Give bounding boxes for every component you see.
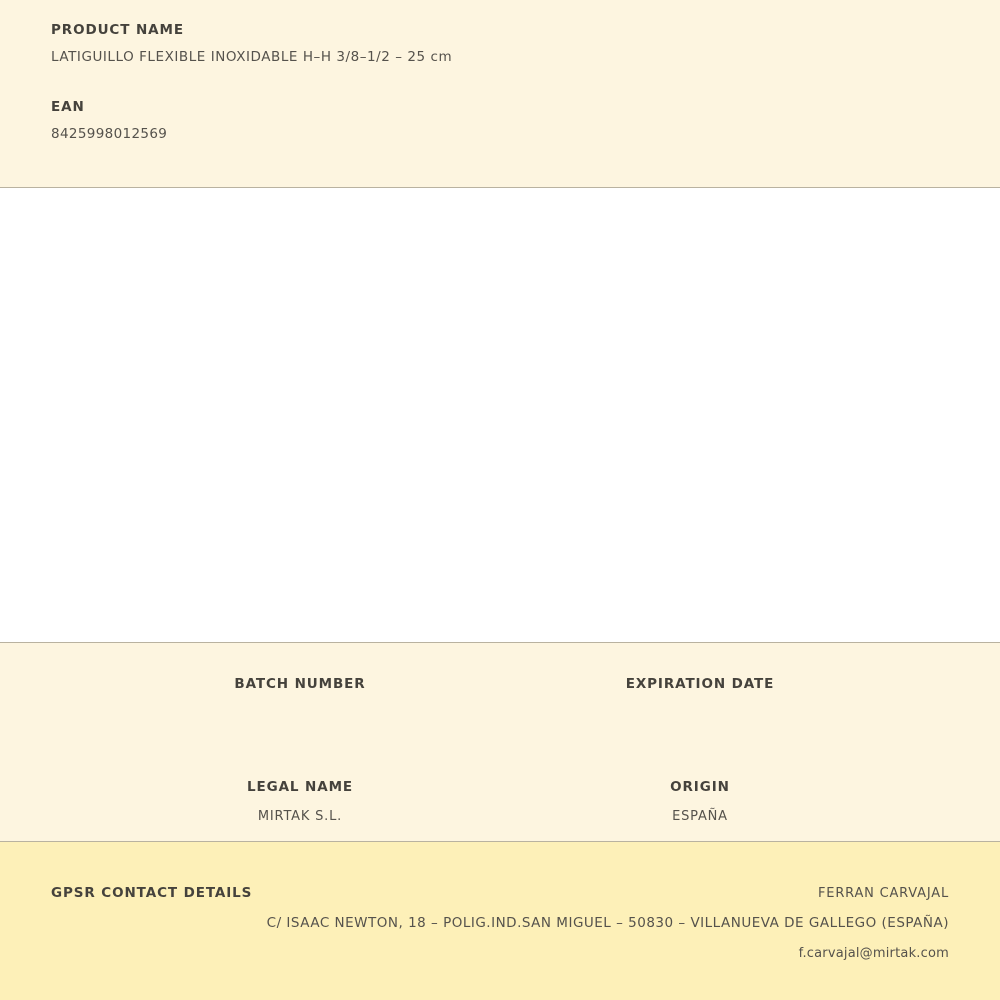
- ean-value: 8425998012569: [51, 126, 168, 142]
- product-details-section: [0, 643, 1000, 842]
- gpsr-contact-title: GPSR CONTACT DETAILS: [51, 885, 253, 901]
- ean-field: [0, 99, 1000, 142]
- ean-label: EAN: [51, 99, 85, 115]
- expiration-date-label: EXPIRATION DATE: [625, 676, 775, 692]
- expiration-date-field: [500, 676, 900, 722]
- legal-name-label: LEGAL NAME: [246, 779, 354, 795]
- legal-name-value: MIRTAK S.L.: [257, 809, 343, 824]
- gpsr-contact-section: [0, 842, 1000, 1000]
- gpsr-contact-email[interactable]: f.carvajal@mirtak.com: [798, 946, 949, 961]
- gpsr-contact-address: C/ ISAAC NEWTON, 18 – POLIG.IND.SAN MIGUEL – 50830 – VILLANUEVA DE GALLEGO (ESPAÑA): [266, 915, 949, 931]
- expiration-date-value: [500, 706, 900, 722]
- batch-number-value: [100, 706, 500, 722]
- batch-expiration-row: [0, 643, 1000, 722]
- origin-label: ORIGIN: [670, 779, 730, 795]
- legal-name-field: [100, 779, 500, 825]
- batch-number-label: BATCH NUMBER: [234, 676, 366, 692]
- gpsr-contact-name: FERRAN CARVAJAL: [818, 886, 949, 901]
- product-name-label: PRODUCT NAME: [51, 22, 184, 38]
- product-header-section: [0, 0, 1000, 188]
- origin-value: ESPAÑA: [672, 809, 728, 824]
- product-image-area: [0, 188, 1000, 643]
- product-name-value: LATIGUILLO FLEXIBLE INOXIDABLE H–H 3/8–1/2 – 25 cm: [51, 49, 453, 65]
- product-name-field: [0, 22, 1000, 65]
- legal-origin-row: [0, 722, 1000, 825]
- batch-number-field: [100, 676, 500, 722]
- origin-field: [500, 779, 900, 825]
